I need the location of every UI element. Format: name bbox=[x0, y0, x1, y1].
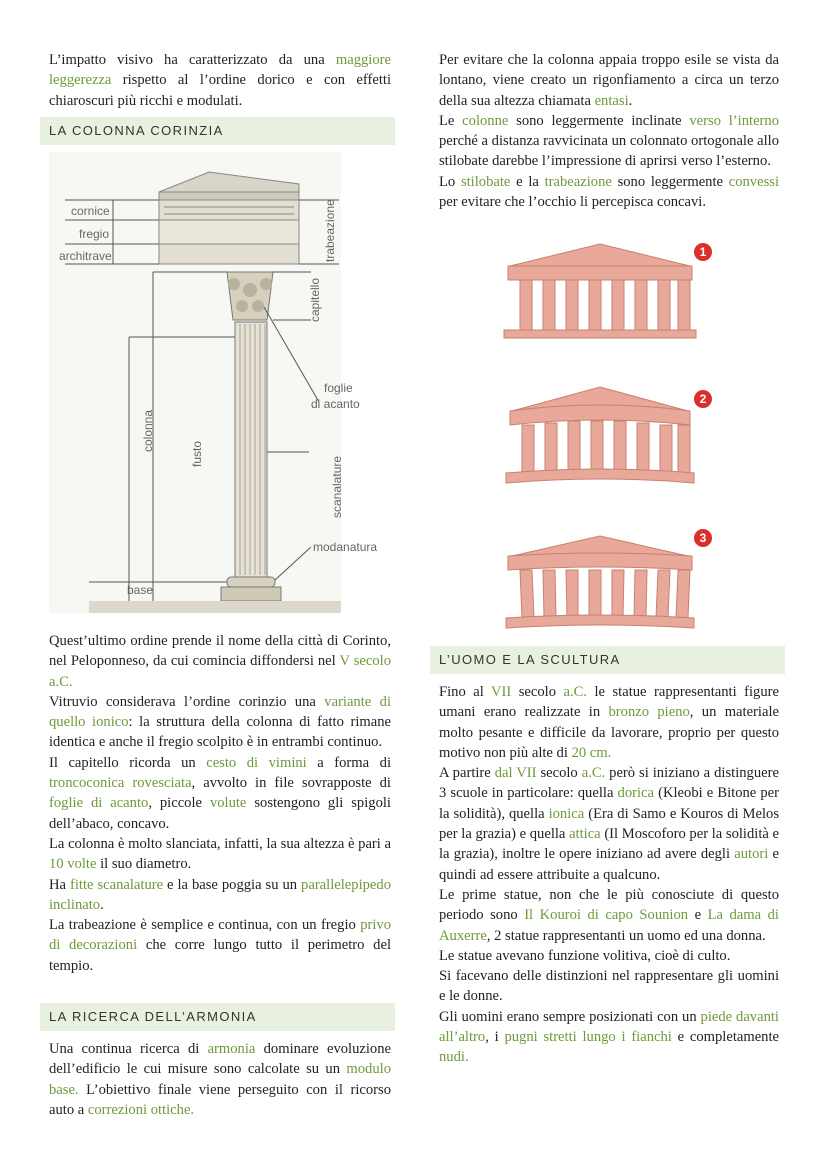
highlighted-term: VII bbox=[490, 684, 512, 700]
text-run: (Kleobi e Bitone per la solidità), quella bbox=[439, 785, 779, 822]
paragraph bbox=[49, 875, 391, 916]
highlighted-term: maggiore leggerezza bbox=[49, 52, 391, 89]
right-column bbox=[439, 50, 779, 212]
highlighted-term: stilobate bbox=[460, 173, 511, 190]
paragraph bbox=[49, 1039, 391, 1120]
highlighted-term: attica bbox=[569, 826, 601, 843]
section-heading-colonna-corinzia: LA COLONNA CORINZIA bbox=[40, 117, 395, 145]
label-architrave: architrave bbox=[59, 249, 112, 263]
highlighted-term: pugni stretti lungo i fianchi bbox=[504, 1029, 672, 1046]
armonia-paragraphs bbox=[49, 1039, 391, 1120]
text-run: secolo bbox=[511, 684, 564, 700]
highlighted-term: variante di quello ionico bbox=[49, 693, 391, 731]
highlighted-term: nudi. bbox=[439, 1049, 469, 1066]
text-run: a forma di bbox=[306, 754, 392, 771]
text-run: La colonna è molto slanciata, infatti, la sua altezza è pari a bbox=[49, 835, 391, 852]
text-run: (Il Moscoforo per la solidità e la grazia), inoltre le opere iniziano ad avere degli bbox=[439, 826, 779, 863]
text-run: e la bbox=[510, 173, 545, 190]
highlighted-term: parallelepipedo inclinato bbox=[49, 876, 391, 913]
text-run: però si iniziano a distinguere 3 scuole in particolare: quella bbox=[439, 765, 779, 802]
text-run: La trabeazione è semplice e continua, con un fregio bbox=[49, 917, 361, 934]
badge-2: 2 bbox=[699, 392, 707, 406]
label-fregio: fregio bbox=[79, 227, 110, 241]
highlighted-term: 10 volte bbox=[49, 856, 97, 873]
text-run: e completamente bbox=[671, 1029, 780, 1046]
text-run: A partire bbox=[439, 765, 495, 782]
paragraph bbox=[49, 631, 391, 692]
highlighted-term: privo di decorazioni bbox=[49, 917, 391, 954]
text-run: , 2 statue rappresentanti un uomo ed una donna. bbox=[486, 927, 766, 944]
label-colonna: colonna bbox=[141, 409, 155, 452]
text-run: sono leggermente inclinate bbox=[508, 112, 690, 129]
paragraph bbox=[439, 946, 779, 966]
left-column bbox=[49, 50, 391, 111]
text-run: , i bbox=[485, 1029, 505, 1046]
section-heading-uomo-scultura: L’UOMO E LA SCULTURA bbox=[430, 646, 785, 674]
highlighted-term: La dama di Auxerre bbox=[439, 907, 779, 944]
text-run: Le prime statue, non che le più conosciute di questo periodo sono bbox=[439, 886, 779, 924]
text-run: Ha bbox=[49, 876, 70, 893]
text-run: Il capitello ricorda un bbox=[49, 754, 207, 771]
text-run: . bbox=[628, 92, 633, 109]
text-run: e la base poggia su un bbox=[163, 876, 302, 893]
label-base: base bbox=[127, 583, 154, 597]
text-run: perché a distanza ravvicinata un colonnato ortogonale allo stilobate darebbe l’impressione di aprirsi verso l’esterno. bbox=[439, 133, 779, 170]
paragraph bbox=[49, 915, 391, 976]
highlighted-term: ionica bbox=[548, 805, 585, 822]
paragraph bbox=[439, 966, 779, 1007]
text-run: e quindi ad essere attribuite a qualcuno. bbox=[439, 846, 779, 883]
text-run: . bbox=[100, 896, 104, 913]
highlighted-term: V secolo a.C. bbox=[49, 653, 391, 690]
temple-corrections-figure bbox=[500, 236, 715, 636]
left-paragraphs bbox=[49, 631, 391, 976]
label-foglie: foglie bbox=[324, 381, 353, 395]
section-heading-armonia: LA RICERCA DELL’ARMONIA bbox=[40, 1003, 395, 1031]
highlighted-term: colonne bbox=[462, 112, 509, 129]
highlighted-term: fitte scanalature bbox=[69, 876, 164, 893]
intro-paragraph bbox=[49, 50, 391, 111]
left-body-2 bbox=[49, 1039, 391, 1120]
highlighted-term: verso l’interno bbox=[689, 112, 780, 129]
text-run: le statue rappresentanti figure umani erano realizzate in bbox=[439, 684, 779, 721]
paragraph bbox=[439, 172, 779, 213]
temple-3 bbox=[506, 529, 712, 628]
label-di-acanto: di acanto bbox=[311, 397, 360, 411]
highlighted-term: dal VII bbox=[494, 765, 537, 782]
text-run: , avvolto in file sovrapposte di bbox=[191, 775, 391, 792]
highlighted-term: a.C. bbox=[563, 684, 587, 700]
highlighted-term: autori bbox=[734, 846, 769, 863]
text-run: , piccole bbox=[148, 795, 210, 812]
text-run: (Era di Samo e Kouros di Melos per la grazia) e quella bbox=[439, 805, 779, 843]
label-capitello: capitello bbox=[308, 277, 322, 322]
text-run: , un materiale molto pesante e difficile da lavorare, proprio per questo motivo non più alte di bbox=[439, 704, 779, 761]
text-run: Si facevano delle distinzioni nel rappresentare gli uomini e le donne. bbox=[439, 968, 779, 1005]
highlighted-term: bronzo pieno bbox=[608, 704, 690, 721]
label-scanalature: scanalature bbox=[330, 455, 344, 518]
highlighted-term: armonia bbox=[207, 1041, 256, 1057]
highlighted-term: convessi bbox=[728, 173, 779, 190]
scultura-paragraphs bbox=[439, 682, 779, 1068]
corinthian-column-figure bbox=[49, 152, 378, 613]
right-body-2 bbox=[439, 682, 779, 1068]
highlighted-term: foglie di acanto bbox=[49, 795, 149, 812]
paragraph bbox=[439, 50, 779, 111]
label-cornice: cornice bbox=[71, 204, 110, 218]
text-run: Le bbox=[439, 112, 463, 129]
text-run: dominare evoluzione dell’edificio le cui misure sono calcolate su un bbox=[49, 1041, 392, 1078]
left-body bbox=[49, 631, 391, 976]
text-run: Per evitare che la colonna appaia troppo esile se vista da lontano, viene creato un rigonfiamento a circa un terzo della sua altezza chiamata bbox=[439, 52, 779, 109]
paragraph bbox=[49, 753, 391, 834]
text-run: Vitruvio considerava l’ordine corinzio una bbox=[49, 693, 325, 710]
highlighted-term: 20 cm. bbox=[571, 744, 612, 761]
highlighted-term: cesto di vimini bbox=[206, 754, 307, 771]
text-run: Lo bbox=[439, 173, 461, 190]
paragraph bbox=[439, 763, 779, 885]
badge-3: 3 bbox=[699, 531, 707, 545]
text-run: : la struttura della colonna di fatto rimane identica e anche il fregio scolpito è in entrambi continuo. bbox=[49, 714, 391, 751]
label-fusto: fusto bbox=[190, 440, 204, 467]
highlighted-term: trabeazione bbox=[544, 173, 612, 190]
highlighted-term: troncoconica rovesciata bbox=[49, 775, 192, 792]
badge-1: 1 bbox=[699, 245, 707, 259]
paragraph bbox=[439, 111, 779, 172]
highlighted-term: correzioni ottiche. bbox=[87, 1101, 195, 1118]
highlighted-term: dorica bbox=[617, 785, 654, 802]
text-run: rispetto al l’ordine dorico e con effetti chiaroscuri più ricchi e modulati. bbox=[49, 72, 391, 109]
paragraph bbox=[439, 1007, 779, 1068]
text-run: il suo diametro. bbox=[96, 856, 192, 873]
text-run: per evitare che l’occhio li percepisca concavi. bbox=[439, 194, 706, 211]
text-run: L’obiettivo finale viene perseguito con il ricorso auto a bbox=[49, 1081, 391, 1118]
highlighted-term: volute bbox=[209, 795, 247, 812]
highlighted-term: entasi bbox=[594, 92, 629, 109]
paragraph bbox=[439, 885, 779, 946]
text-run: che corre lungo tutto il perimetro del tempio. bbox=[49, 937, 391, 974]
right-paragraphs bbox=[439, 50, 779, 212]
highlighted-term: piede davanti all’altro bbox=[439, 1008, 779, 1046]
text-run: Le statue avevano funzione volitiva, cioè di culto. bbox=[439, 947, 731, 964]
text-run: secolo bbox=[536, 765, 582, 782]
label-trabeazione: trabeazione bbox=[323, 199, 337, 262]
temple-1 bbox=[504, 243, 712, 338]
text-run: e bbox=[688, 907, 708, 924]
label-modanatura: modanatura bbox=[313, 540, 378, 554]
text-run: sostengono gli spigoli dell’abaco, concavo. bbox=[49, 795, 391, 832]
paragraph bbox=[49, 692, 391, 753]
text-run: Quest’ultimo ordine prende il nome della città di Corinto, nel Peloponneso, da cui comincia diffondersi nel bbox=[49, 633, 391, 670]
text-run: Gli uomini erano sempre posizionati con un bbox=[439, 1008, 701, 1025]
paragraph bbox=[439, 682, 779, 763]
highlighted-term: Il Kouroi di capo Sounion bbox=[524, 907, 689, 924]
text-run: sono leggermente bbox=[611, 173, 729, 190]
highlighted-term: modulo base. bbox=[49, 1061, 391, 1098]
text-run: Una continua ricerca di bbox=[49, 1041, 208, 1057]
paragraph bbox=[49, 834, 391, 875]
text-run: L’impatto visivo ha caratterizzato da una bbox=[49, 52, 336, 68]
temple-2 bbox=[506, 387, 712, 483]
text-run: Fino al bbox=[439, 684, 491, 700]
highlighted-term: a.C. bbox=[581, 765, 606, 782]
